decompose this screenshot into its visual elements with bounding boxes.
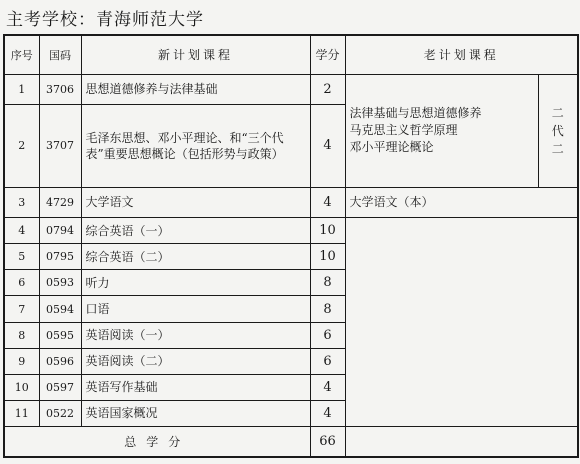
row-credit: 4	[310, 187, 345, 217]
total-row	[4, 426, 578, 457]
row-seq: 3	[4, 187, 39, 217]
row-code: 3706	[39, 74, 81, 104]
row-credit: 2	[310, 74, 345, 104]
row-credit: 4	[310, 400, 345, 426]
row-seq: 10	[4, 374, 39, 400]
header-credit: 学分	[310, 35, 345, 74]
row-code: 0794	[39, 218, 81, 244]
row-code: 3707	[39, 105, 81, 188]
row-seq: 5	[4, 244, 39, 270]
course-table	[3, 34, 579, 458]
row-course: 综合英语（二）	[81, 244, 310, 270]
row-credit: 4	[310, 105, 345, 188]
row-course: 综合英语（一）	[81, 218, 310, 244]
header-old-course: 老计划课程	[345, 35, 578, 74]
row-seq: 4	[4, 218, 39, 244]
header-new-course: 新计划课程	[81, 35, 310, 74]
row-course: 大学语文	[81, 187, 310, 217]
row-seq: 9	[4, 348, 39, 374]
row-credit: 10	[310, 244, 345, 270]
row-seq: 7	[4, 296, 39, 322]
row-code: 0595	[39, 322, 81, 348]
total-credits: 66	[310, 426, 345, 457]
side-char: 代	[551, 123, 564, 138]
table-row	[4, 74, 578, 104]
row-course: 听力	[81, 270, 310, 296]
row-credit: 6	[310, 348, 345, 374]
row-credit: 4	[310, 374, 345, 400]
row-course: 英语阅读（二）	[81, 348, 310, 374]
total-old-empty	[345, 426, 578, 457]
row-seq: 11	[4, 400, 39, 426]
row-credit: 8	[310, 296, 345, 322]
old-course-empty	[345, 218, 578, 427]
old-course-side-note	[538, 74, 578, 187]
old-course-cell: 大学语文（本）	[345, 187, 578, 217]
row-course: 英语国家概况	[81, 400, 310, 426]
row-code: 0522	[39, 400, 81, 426]
row-course: 口语	[81, 296, 310, 322]
row-seq: 1	[4, 74, 39, 104]
table-row	[4, 218, 578, 244]
page-title: 主考学校：青海师范大学	[6, 10, 204, 30]
row-course: 英语写作基础	[81, 374, 310, 400]
row-seq: 2	[4, 105, 39, 188]
row-course: 毛泽东思想、邓小平理论、和“三个代表”重要思想概论（包括形势与政策）	[81, 105, 310, 188]
row-code: 0594	[39, 296, 81, 322]
side-char: 二	[551, 141, 564, 156]
old-course-line: 马克思主义哲学原理	[349, 123, 458, 137]
row-code: 0597	[39, 374, 81, 400]
row-code: 0795	[39, 244, 81, 270]
row-credit: 6	[310, 322, 345, 348]
total-label: 总学分	[4, 426, 310, 457]
header-seq: 序号	[4, 35, 39, 74]
row-credit: 8	[310, 270, 345, 296]
row-code: 0596	[39, 348, 81, 374]
row-code: 4729	[39, 187, 81, 217]
old-course-line: 邓小平理论概论	[349, 140, 434, 155]
row-course: 思想道德修养与法律基础	[81, 74, 310, 104]
header-row	[4, 35, 578, 74]
old-course-line: 法律基础与思想道德修养	[349, 105, 482, 120]
row-seq: 6	[4, 270, 39, 296]
row-code: 0593	[39, 270, 81, 296]
header-code: 国码	[39, 35, 81, 74]
row-credit: 10	[310, 218, 345, 244]
table-row	[4, 187, 578, 217]
row-course: 英语阅读（一）	[81, 322, 310, 348]
old-course-group	[345, 74, 538, 187]
row-seq: 8	[4, 322, 39, 348]
side-char: 二	[551, 105, 564, 120]
